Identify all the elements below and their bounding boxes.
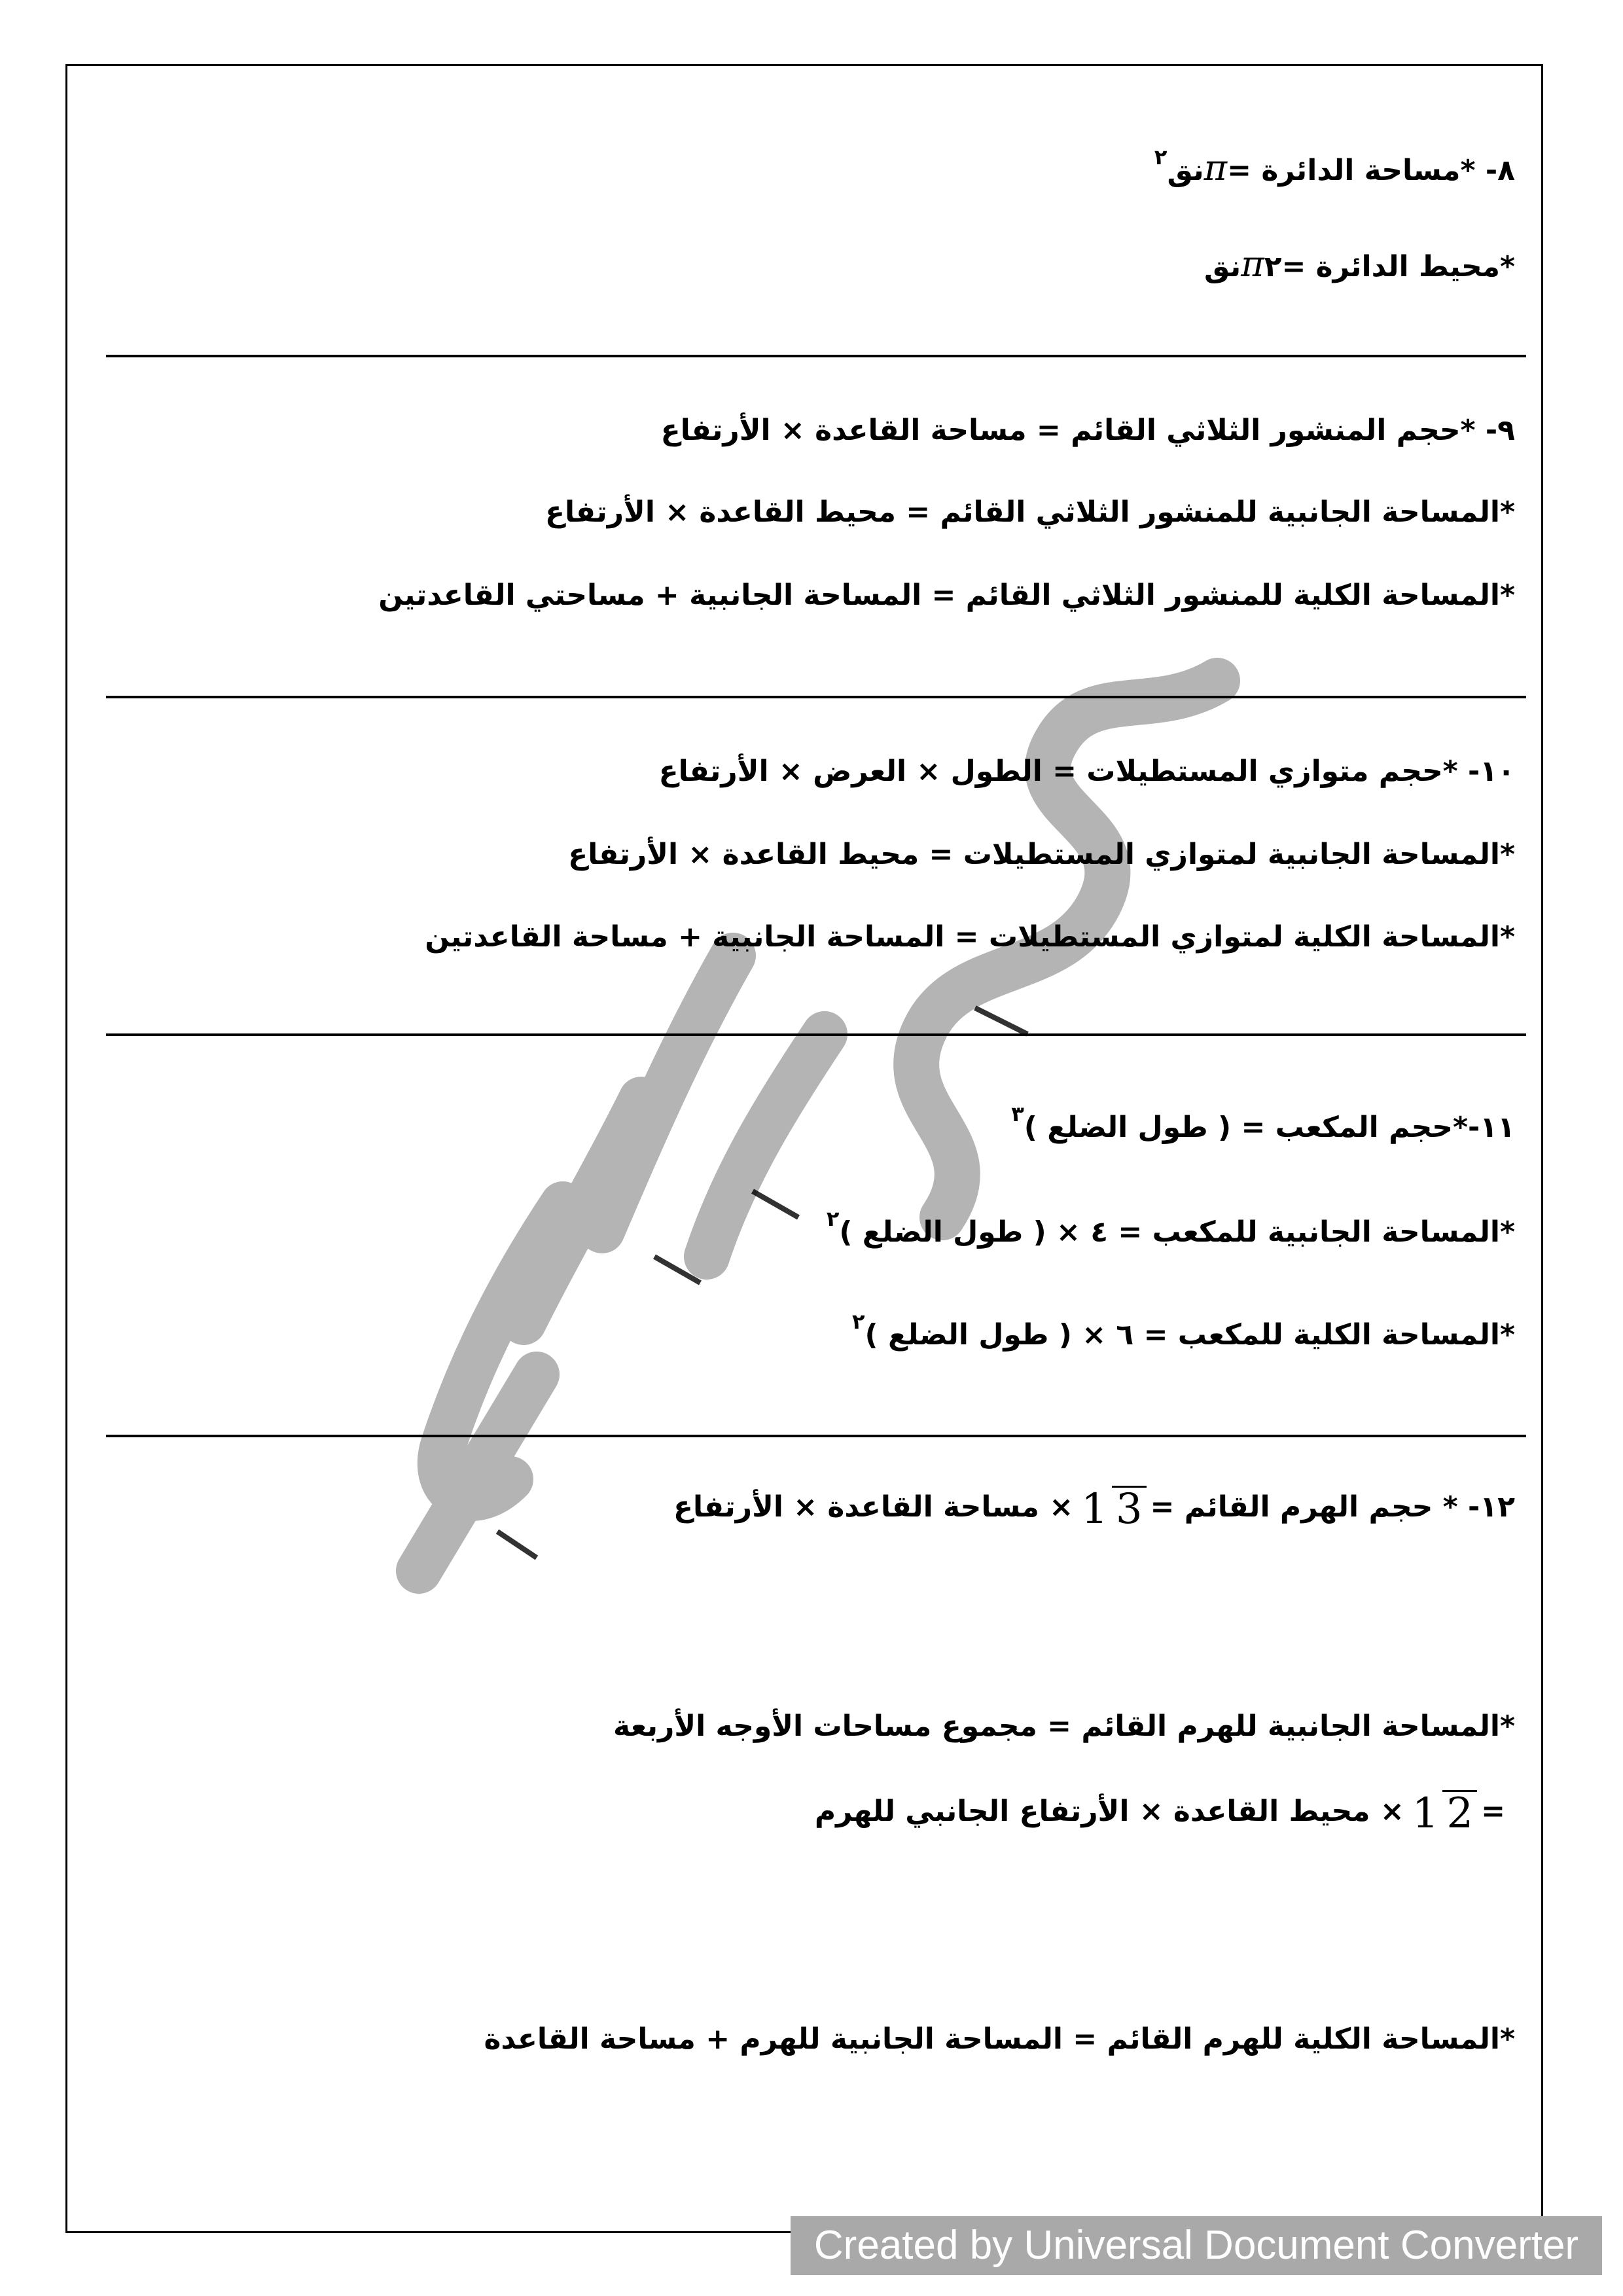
s11-cube-total-area: [852, 1309, 1515, 1353]
s11-cube-total-text: *المساحة الكلية للمكعب = ٦ × ( طول الضلع ): [865, 1318, 1515, 1352]
s12-pyramid-volume: [673, 1486, 1515, 1532]
fraction-one-half: [1408, 1790, 1477, 1836]
s8-circle-circumference: [1204, 243, 1515, 286]
s12-pyramid-lateral-area: *المساحة الجانبية للهرم القائم = مجموع مساحات الأوجه الأربعة: [613, 1710, 1515, 1743]
s9-prism-volume: ٩- *حجم المنشور الثلاثي القائم = مساحة القاعدة × الأرتفاع: [660, 414, 1515, 447]
s8-circumference-suffix: نق: [1204, 250, 1241, 283]
fraction-numerator: 1: [1412, 1789, 1439, 1838]
s8-circle-area-prefix: ٨- *مساحة الدائرة =: [1227, 154, 1515, 187]
s10-cuboid-volume: ١٠- *حجم متوازي المستطيلات = الطول × العرض × الأرتفاع: [658, 755, 1515, 788]
section-divider: [106, 696, 1526, 698]
s11-cube-lateral-text: *المساحة الجانبية للمكعب = ٤ × ( طول الضلع ): [839, 1215, 1515, 1249]
section-divider: [106, 355, 1526, 357]
s12-pyramid-lateral-formula: [815, 1790, 1505, 1836]
s12-pyramid-total-area: *المساحة الكلية للهرم القائم = المساحة الجانبية للهرم + مساحة القاعدة: [484, 2022, 1515, 2056]
s10-cuboid-total-area: *المساحة الكلية لمتوازي المستطيلات = المساحة الجانبية + مساحة القاعدتين: [425, 920, 1515, 954]
s8-circumference-prefix: *محيط الدائرة =٢: [1264, 250, 1515, 283]
fraction-denominator: 3: [1112, 1486, 1147, 1532]
fraction-one-third: [1077, 1486, 1146, 1532]
superscript: ٢: [826, 1206, 840, 1231]
s8-circle-area-suffix: نق: [1167, 154, 1204, 187]
pi-symbol: π: [1204, 147, 1228, 188]
s9-prism-lateral-area: *المساحة الجانبية للمنشور الثلاثي القائم = محيط القاعدة × الأرتفاع: [544, 495, 1515, 529]
s9-prism-total-area: *المساحة الكلية للمنشور الثلاثي القائم = المساحة الجانبية + مساحتي القاعدتين: [378, 579, 1515, 612]
fraction-numerator: 1: [1081, 1485, 1108, 1534]
s12-lateral-suffix: × محيط القاعدة × الأرتفاع الجانبي للهرم: [814, 1795, 1404, 1829]
s10-cuboid-lateral-area: *المساحة الجانبية لمتوازي المستطيلات = محيط القاعدة × الأرتفاع: [568, 838, 1515, 871]
fraction-denominator: 2: [1442, 1790, 1477, 1836]
superscript: ٣: [1011, 1102, 1024, 1126]
superscript: ٢: [1154, 145, 1168, 170]
s11-cube-volume-text: ١١-*حجم المكعب = ( طول الضلع ): [1024, 1111, 1515, 1144]
s12-lateral-prefix: =: [1481, 1795, 1505, 1829]
s11-cube-lateral-area: [826, 1206, 1515, 1250]
page-border: [65, 64, 1543, 2233]
section-divider: [106, 1033, 1526, 1036]
s11-cube-volume: [1011, 1102, 1515, 1145]
s12-volume-suffix: × مساحة القاعدة × الأرتفاع: [673, 1490, 1074, 1524]
s12-volume-prefix: ١٢- * حجم الهرم القائم =: [1150, 1490, 1515, 1524]
section-divider: [106, 1435, 1526, 1437]
pi-symbol: π: [1241, 243, 1264, 285]
superscript: ٢: [852, 1309, 865, 1334]
converter-footer-badge: Created by Universal Document Converter: [791, 2216, 1602, 2275]
s8-circle-area: [1154, 147, 1515, 190]
